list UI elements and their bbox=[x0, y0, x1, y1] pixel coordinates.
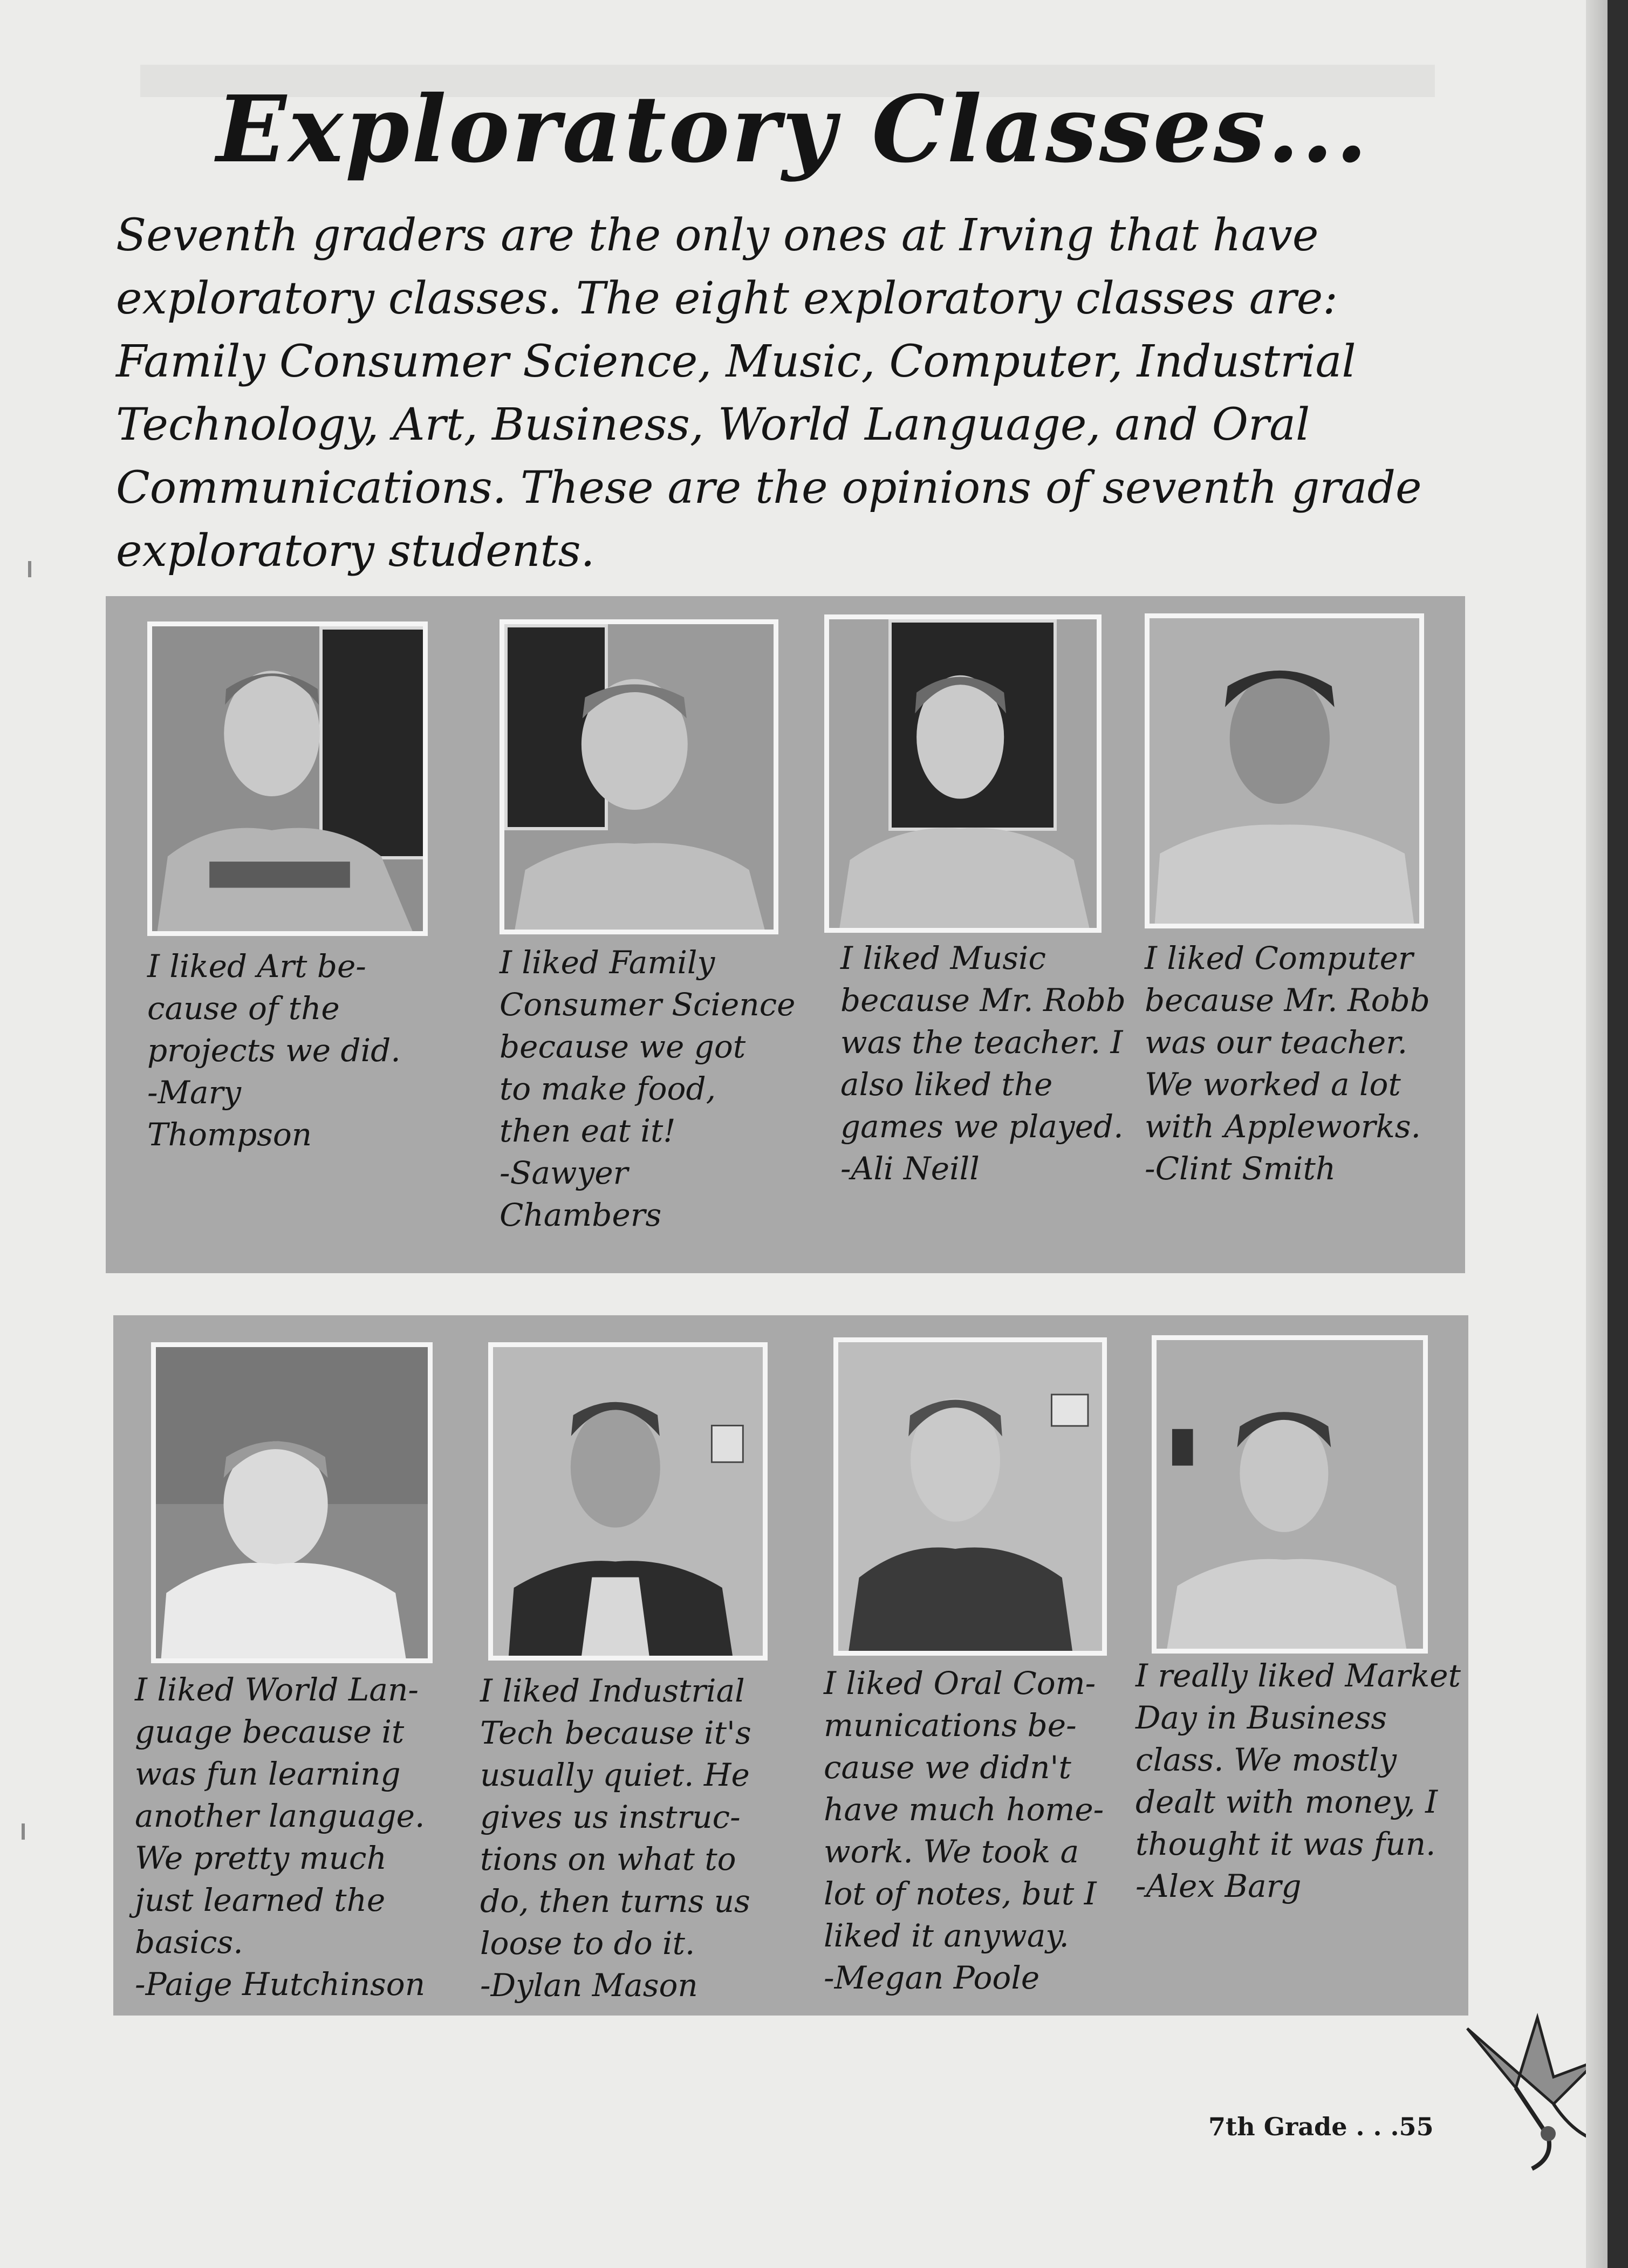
student-figure bbox=[838, 1342, 1102, 1651]
student-quote: I liked Computer because Mr. Robb was our teacher. We worked a lot with Appleworks. -Clint Smith bbox=[1145, 940, 1430, 1187]
student-photo bbox=[1145, 613, 1424, 928]
dragon-mascot-icon bbox=[1446, 1996, 1608, 2174]
student-quote: I liked Oral Com- munications be- cause we didn't have much home- work. We took a lot of notes, but I liked it anyway. -Megan Poole bbox=[824, 1665, 1104, 1996]
student-photo bbox=[151, 1342, 433, 1663]
intro-paragraph: Seventh graders are the only ones at Irving that have exploratory classes. The eight exploratory classes are: Family Consumer Science, Music, Computer, Industrial Technology, Art, Business, World Language, and Oral Communications. These are the opinions of seventh grade exploratory students. bbox=[116, 210, 1422, 577]
student-figure bbox=[493, 1347, 763, 1656]
margin-mark bbox=[28, 561, 31, 577]
student-figure bbox=[152, 626, 423, 931]
page-edge bbox=[1586, 0, 1608, 2268]
student-figure bbox=[1157, 1340, 1423, 1649]
student-photo bbox=[833, 1337, 1107, 1656]
student-photo bbox=[147, 621, 428, 936]
student-quote: I liked Family Consumer Science because we got to make food, then eat it! -Sawyer Chambers bbox=[500, 944, 796, 1233]
student-photo bbox=[1152, 1335, 1428, 1654]
student-quote: I liked World Lan- guage because it was fun learning another language. We pretty much just learned the basics. -Paige Hutchinson bbox=[135, 1671, 426, 2003]
student-quote: I liked Music because Mr. Robb was the teacher. I also liked the games we played. -Ali Neill bbox=[840, 940, 1126, 1187]
page-number-footer: 7th Grade . . .55 bbox=[1208, 2112, 1434, 2141]
student-photo bbox=[500, 619, 778, 934]
student-figure bbox=[1150, 618, 1419, 924]
student-quote: I really liked Market Day in Business class. We mostly dealt with money, I thought it was fun. -Alex Barg bbox=[1136, 1657, 1461, 1904]
margin-mark bbox=[22, 1823, 25, 1840]
student-photo bbox=[488, 1342, 768, 1661]
student-photo bbox=[824, 614, 1102, 933]
page-title: Exploratory Classes... bbox=[216, 76, 1370, 183]
student-figure bbox=[156, 1347, 428, 1658]
student-quote: I liked Industrial Tech because it's usually quiet. He gives us instruc- tions on what to do, then turns us loose to do it. -Dylan Mason bbox=[480, 1672, 751, 2004]
student-quote: I liked Art be- cause of the projects we did. -Mary Thompson bbox=[147, 948, 401, 1153]
student-figure bbox=[504, 624, 774, 930]
student-figure bbox=[829, 619, 1097, 928]
